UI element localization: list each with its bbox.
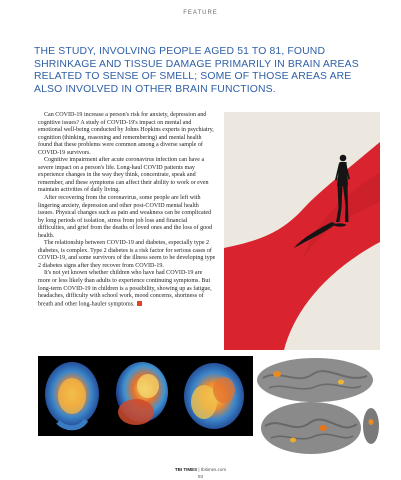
- illustration-man-on-red-path: [224, 112, 380, 350]
- brain-surface-bottom: [261, 402, 361, 454]
- footer-separator: |: [198, 467, 200, 472]
- brain-surface-top: [257, 358, 373, 402]
- article-paragraph: Can COVID-19 increase a person's risk for anxiety, depression and cognitive issues? A study of COVID-19's impact on mental and emotional well-being conducted by Johns Hopkins experts in psychiatry, cognition (thinking, reasoning and remembering) and mental health found that these problems were common among a diverse sample of COVID-19 survivors.: [38, 112, 214, 156]
- article-paragraph: [38, 270, 216, 308]
- section-label: FEATURE: [183, 10, 218, 16]
- footer-site: tbitimes.com: [200, 467, 227, 472]
- brain-surface-renderings: [253, 356, 380, 460]
- page-footer: [0, 467, 401, 472]
- article-paragraph: Cognitive impairment after acute coronavirus infection can have a severe impact on a person's life. Long-haul COVID patients may experience changes in the way they think, concentrate, speak and remember, and these symptoms can affect their ability to work or even maintain activities of daily living.: [38, 157, 209, 194]
- end-of-article-mark: [137, 301, 142, 306]
- footer-brand: TBI TIMES: [174, 467, 198, 472]
- page-number: 93: [197, 474, 203, 479]
- mri-brain-scans: [38, 356, 253, 436]
- mri-scan-3: [184, 363, 244, 429]
- article-paragraph: The relationship between COVID-19 and diabetes, especially type 2 diabetes, is complex. Type 2 diabetes is a risk factor for serious cases of COVID-19, and some survivors of the illness seem to be developing type 2 diabetes signs after they recover from COVID-19.: [38, 240, 216, 269]
- article-paragraph: After recovering from the coronavirus, some people are left with lingering anxiety, depression and other post-COVID mental health issues. Physical changes such as pain and weakness can be complicated by long periods of isolation, stress from job loss and financial difficulties, and grief from the deaths of loved ones and the loss of good health.: [38, 195, 213, 239]
- article-body: [38, 112, 216, 309]
- article-paragraph-text: It's not yet known whether children who have had COVID-19 are more or less likely than adults to experience continuing symptoms. But long-term COVID-19 in children is a possibility, showing up as fatigue, headaches, difficulty with school work, mood concerns, shortness of breath and other long-hauler symptoms.: [38, 270, 212, 308]
- pull-quote: THE STUDY, INVOLVING PEOPLE AGED 51 TO 81, FOUND SHRINKAGE AND TISSUE DAMAGE PRIMARILY IN BRAIN AREAS RELATED TO SENSE OF SMELL; SOME OF THOSE AREAS ARE ALSO INVOLVED IN OTHER BRAIN FUNCTIONS.: [34, 46, 359, 95]
